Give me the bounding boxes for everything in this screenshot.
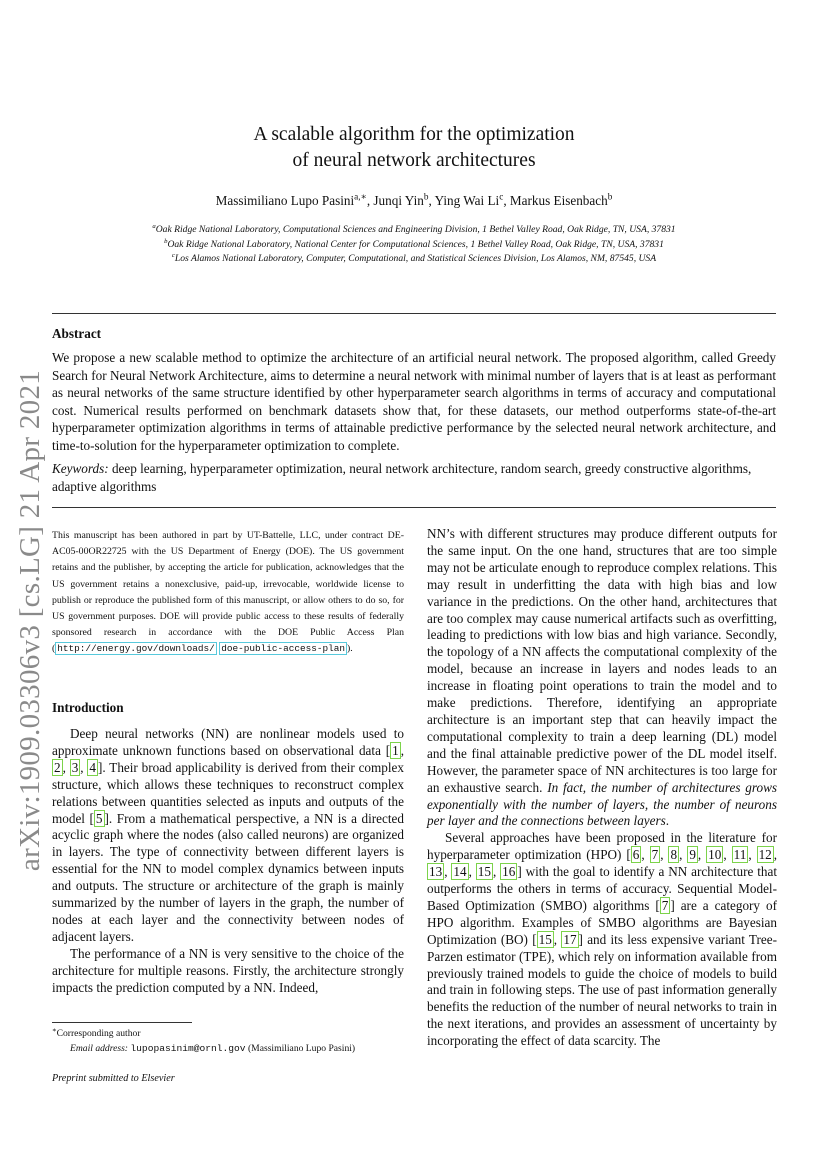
author-sup: b [607,191,613,202]
citation-link[interactable]: 5 [95,810,103,826]
doe-access-link-cont[interactable]: doe-public-access-plan [221,643,346,655]
text-run: Deep neural networks (NN) are nonlinear models used to approximate unknown functions based on observational data [ [52,726,404,758]
text-run: ] are a category of HPO algorithm. Examples of SMBO algorithms are Bayesian Optimization (BO) [ [427,897,777,947]
citation-link[interactable]: 4 [89,759,96,775]
abstract-bottom-rule [52,507,776,508]
citation-link[interactable]: 7 [651,847,659,863]
arxiv-stamp-text: arXiv:1909.03306v3 [cs.LG] 21 Apr 2021 [14,369,47,871]
author-list: Massimiliano Lupo Pasini$^{a,∗}$, Junqi Yin$^b$, Ying Wai Li$^c$, Markus Eisenbach$^b$ [215,191,613,208]
footnote-mark: ∗ [52,1026,57,1034]
paragraph [427,526,777,830]
footnote-text: Corresponding author [56,1028,141,1039]
citation-link[interactable]: 14 [453,864,467,880]
affiliation-sup: a [152,222,156,230]
affiliation-text: Los Alamos National Laboratory, Computer, Computational, and Statistical Sciences Division, Los Alamos, NM, 87545, USA [174,253,657,264]
affiliation-text: Oak Ridge National Laboratory, National Center for Computational Sciences, 1 Bethel Valley Road, Oak Ridge, TN, USA, 37831 [167,238,664,250]
footnote-line [52,1026,355,1041]
preprint-line: Preprint submitted to Elsevier [52,1073,175,1084]
title-line-1: A scalable algorithm for the optimization [253,124,575,145]
email-label: Email address: [70,1043,129,1054]
text-run: . [665,813,670,829]
arxiv-stamp [10,360,52,880]
doe-access-link[interactable]: http://energy.gov/downloads/ [57,643,215,655]
footnote-email-line [52,1041,355,1056]
citation-link[interactable]: 8 [670,847,678,863]
citation-link[interactable]: 12 [758,847,772,863]
author-sup: b [423,191,429,202]
text-run: ]. From a mathematical perspective, a NN is a directed acyclic graph where the nodes (also called neurons) are organized in layers. The type of connectivity between different layers is essential for the NN to model complex dynamics between inputs and outputs. The structure or architecture of the graph is mainly summarized by the number of layers in the graph, the number of nodes at each layer and the connectivity between nodes of adjacent layers. [52,810,405,944]
text-run: NN’s with different structures may produce different outputs for the same input. On the one hand, structures that are too simple may not be articulate enough to reproduce complex relations. This may result in underfitting the data with high bias and low variance in the predictions. On the other hand, architectures that are too complex may cause numerical artifacts such as overfitting, leading to predictions with low bias and high variance. Secondly, the topology of a NN affects the computational complexity of the model, because an increase in layers and nodes leads to an increase in floating point operations to train the model and to make predictions. Therefore, identifying an appropriate architecture is an important step that can heavily impact the computational complexity to train a deep learning (DL) model and the final attainable predictive power of the DL model itself. However, the parameter space of NN architectures is too large for an exhaustive search. [427,526,777,795]
text-run: Several approaches have been proposed in the literature for hyperparameter optimization (HPO) [ [427,830,777,863]
affiliation [0,238,828,253]
email-owner: (Massimiliano Lupo Pasini) [247,1043,356,1054]
affiliation-list [0,223,828,267]
affiliation-sup: c [171,251,175,259]
intro-heading: Introduction [52,700,124,715]
abstract-heading: Abstract [52,326,102,341]
abstract-top-rule [52,313,776,314]
affiliation-text: Oak Ridge National Laboratory, Computational Sciences and Engineering Division, 1 Bethel Valley Road, Oak Ridge, TN, USA, 37831 [155,224,676,235]
text-run: ]. Their broad applicability is derived from their complex structure, which allows these techniques to reconstruct complex relations between quantities selected as inputs and outputs of the model [ [52,759,404,826]
copyright-note-text: This manuscript has been authored in part by UT-Battelle, LLC, under contract DE-AC05-00OR22725 with the US Department of Energy (DOE). The US government retains and the publisher, by accepting the article for publication, acknowledges that the US government retains a nonexclusive, paid-up, irrevocable, worldwide license to publish or reproduce the published form of this manuscript, or allow others to do so, for US government purposes. DOE will provide public access to these results of federally sponsored research in accordance with the DOE Public Access Plan ( [52,530,404,655]
citation-link[interactable]: 15 [477,864,491,880]
title-line-2: of neural network architectures [292,150,536,171]
citation-link[interactable]: 17 [563,931,577,947]
author-name: Massimiliano Lupo Pasini [215,193,355,208]
author-name: Ying Wai Li [434,193,500,208]
email-address[interactable]: lupopasinim@ornl.gov [130,1043,246,1054]
citation-link[interactable]: 9 [689,847,696,863]
keywords-text: deep learning, hyperparameter optimization, neural network architecture, random search, greedy constructive algorithms, adaptive algorithms [52,461,752,494]
author-sup: c [499,191,504,202]
author-name: Markus Eisenbach [509,193,608,208]
citation-link[interactable]: 13 [429,864,443,880]
citation-link[interactable]: 2 [54,759,61,775]
affiliation [0,252,828,267]
copyright-note-end: ). [347,643,353,655]
footnote [52,1026,355,1056]
copyright-note [52,528,404,658]
paragraph: Deep neural networks (NN) are nonlinear models used to approximate unknown functions based on observational data [ 1 , 2 , 3 , 4 ]. Their broad applicability is derived from their complex structure, which allows these techniques to reconstruct complex relations between quantities selected as inputs and outputs of the model [ 5 ]. From a mathematical perspective, a NN is a directed acyclic graph where the nodes (also called neurons) are organized in layers. The type of connectivity between different layers is essential for the NN to model complex dynamics between inputs and outputs. The structure or architecture of the graph is mainly summarized by the number of layers in the graph, the number of nodes at each layer and the connectivity between nodes of adjacent layers. [52,726,405,944]
intro-column-right [427,526,777,1050]
keywords [52,460,776,495]
intro-column-left [52,726,404,997]
paragraph: The performance of a NN is very sensitive to the choice of the architecture for multiple reasons. Firstly, the architecture strongly impacts the prediction computed by a NN. Indeed, [52,945,404,995]
citation-link[interactable]: 15 [538,931,552,947]
text-run: ] and its less expensive variant Tree-Parzen estimator (TPE), which rely on information available from previously trained models to guide the choice of models to build and train in following steps. The use of past information generally benefits the reduction of the number of neural networks to train in the next iterations, and provides an assessment of uncertainty by incorporating the effect of data scarcity. The [427,931,777,1049]
citation-link[interactable]: 6 [632,847,640,863]
paper-title [0,122,828,174]
keywords-label: Keywords: [52,461,109,476]
emphasis-text: In fact, the number of architectures grows exponentially with the number of layers, the number of neurons per layer and the connections between layers [427,779,777,829]
author-sup: a,∗ [354,191,367,202]
author-name: Junqi Yin [373,193,424,208]
affiliation [0,223,828,238]
affiliation-sup: b [164,237,168,245]
citation-link[interactable]: 16 [502,864,516,880]
citation-link[interactable]: 10 [708,847,722,863]
citation-link[interactable]: 7 [661,897,669,913]
footnote-rule [52,1022,192,1023]
abstract-text: We propose a new scalable method to optimize the architecture of an artificial neural network. The proposed algorithm, called Greedy Search for Neural Network Architecture, aims to determine a neural network with minimal number of layers that is at least as performant as neural networks of the same structure identified by other hyperparameter search algorithms in terms of accuracy and computational cost. Numerical results performed on benchmark datasets show that, for these datasets, our method outperforms state-of-the-art hyperparameter optimization algorithms in terms of attainable predictive performance by the selected neural network architecture, and time-to-solution for the hyperparameter optimization to complete. [52,350,776,453]
text-run: ] with the goal to identify a NN architecture that outperforms the others in terms of accuracy. Sequential Model-Based Optimization (SMBO) algorithms [ [427,864,778,913]
paragraph: Several approaches have been proposed in the literature for hyperparameter optimization (HPO) [ 6 , 7 , 8 , 9 , 10 , 11 , 12 , 13 , 14 , 15 , 16 ] with the goal to identify a NN architecture that outperforms the others in terms of accuracy. Sequential Model-Based Optimization (SMBO) algorithms [ 7 ] are a category of HPO algorithm. Examples of SMBO algorithms are Bayesian Optimization (BO) [ 15 , 17 ] and its less expensive variant Tree-Parzen estimator (TPE), which rely on information available from previously trained models to guide the choice of models to build and train in following steps. The use of past information generally benefits the reduction of the number of neural networks to train in the next iterations, and provides an assessment of uncertainty by incorporating the effect of data scarcity. The [427,830,778,1049]
citation-link[interactable]: 3 [71,759,79,775]
citation-link[interactable]: 1 [392,742,399,758]
citation-link[interactable]: 11 [733,847,747,863]
